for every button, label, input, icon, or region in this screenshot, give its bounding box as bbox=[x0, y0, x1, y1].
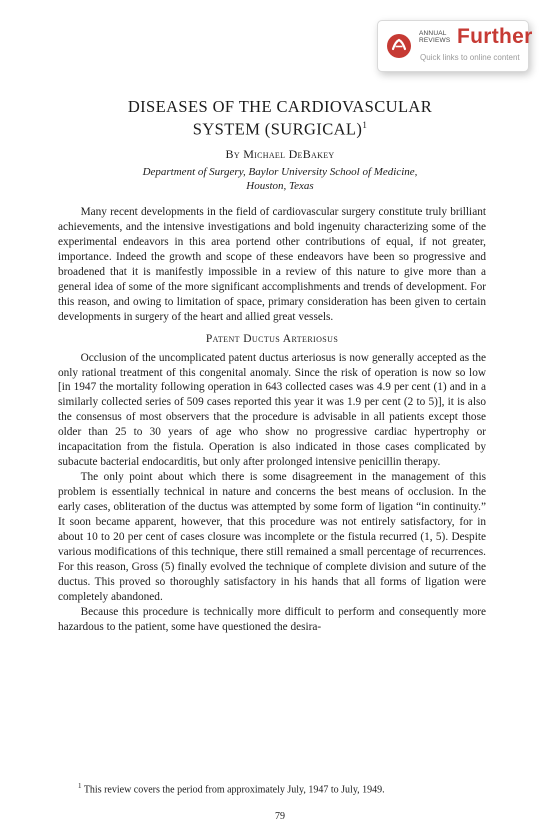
quick-links-label: Quick links to online content bbox=[420, 53, 520, 62]
footnote-mark: 1 bbox=[78, 782, 82, 790]
author-byline: By Michael DeBakey bbox=[225, 147, 335, 161]
intro-paragraph: Many recent developments in the field of cardiovascular surgery constitute truly brilliant achievements, and the intensive investigations and bold ingenuity characterizing some of the experimental endeavors in this area portend other contributions of equal, if not greater, importance. Indeed the growth and scope of these endeavors have been so progressive and broadened that it is manifestly impossible in a review of this nature to give more than a general idea of some of the more significant accomplishments and trends of development. For this reason, and owing to limitation of space, primary consideration has been given to certain developments in surgery of the heart and allied great vessels. bbox=[58, 206, 486, 323]
annual-reviews-logo-icon bbox=[387, 34, 411, 58]
author-affiliation: Department of Surgery, Baylor University School of Medicine, Houston, Texas bbox=[142, 166, 418, 192]
further-label: Further bbox=[457, 25, 533, 48]
article-title: DISEASES OF THE CARDIOVASCULAR SYSTEM (SURGICAL)$^1$ bbox=[127, 97, 433, 139]
further-badge[interactable] bbox=[377, 20, 533, 72]
article-body bbox=[58, 205, 486, 635]
annual-reviews-label: ANNUAL REVIEWS bbox=[419, 30, 451, 44]
body-paragraph: Occlusion of the uncomplicated patent ductus arteriosus is now generally accepted as the only rational treatment of this congenital anomaly. Since the risk of operation is now so low [in 1947 the mortality following operation in 643 collected cases was 4.9 per cent (1) and in a similarly collected series of 509 cases reported this year it was 1.9 per cent (2 to 5)], it is also the consensus of most observers that the procedure is advisable in all patients except those older than 25 to 30 years of age who show no progressive cardiac hypertrophy or incapacitation from the fistula. Operation is also indicated in those cases complicated by subacute bacterial endocarditis, but only after prolonged intensive penicillin therapy. bbox=[58, 351, 486, 469]
section-heading: Patent Ductus Arteriosus bbox=[205, 332, 339, 345]
page-number: 79 bbox=[275, 811, 285, 822]
footnote: $^1$ This review covers the period from approximately July, 1947 to July, 1949. bbox=[78, 782, 385, 796]
body-paragraph: Because this procedure is technically more difficult to perform and consequently more hazardous to the patient, some have questioned the desira- bbox=[58, 605, 486, 633]
body-paragraph: The only point about which there is some disagreement in the management of this problem is essentially technical in nature and concerns the best means of occlusion. In the early cases, obliteration of the ductus was attempted by some form of ligation “in continuity.” It soon became apparent, however, that this procedure was not entirely satisfactory, for in about 10 to 20 per cent of cases closure was incomplete or the fistula recurred (1, 5). Despite various modifications of this technique, there still remained a small percentage of recurrences. For this reason, Gross (5) finally evolved the technique of complete division and suture of the ductus. This proved so thoroughly satisfactory in his hands that all forms of ligation were completely abandoned. bbox=[58, 471, 486, 603]
title-footnote-mark: 1 bbox=[362, 120, 368, 130]
